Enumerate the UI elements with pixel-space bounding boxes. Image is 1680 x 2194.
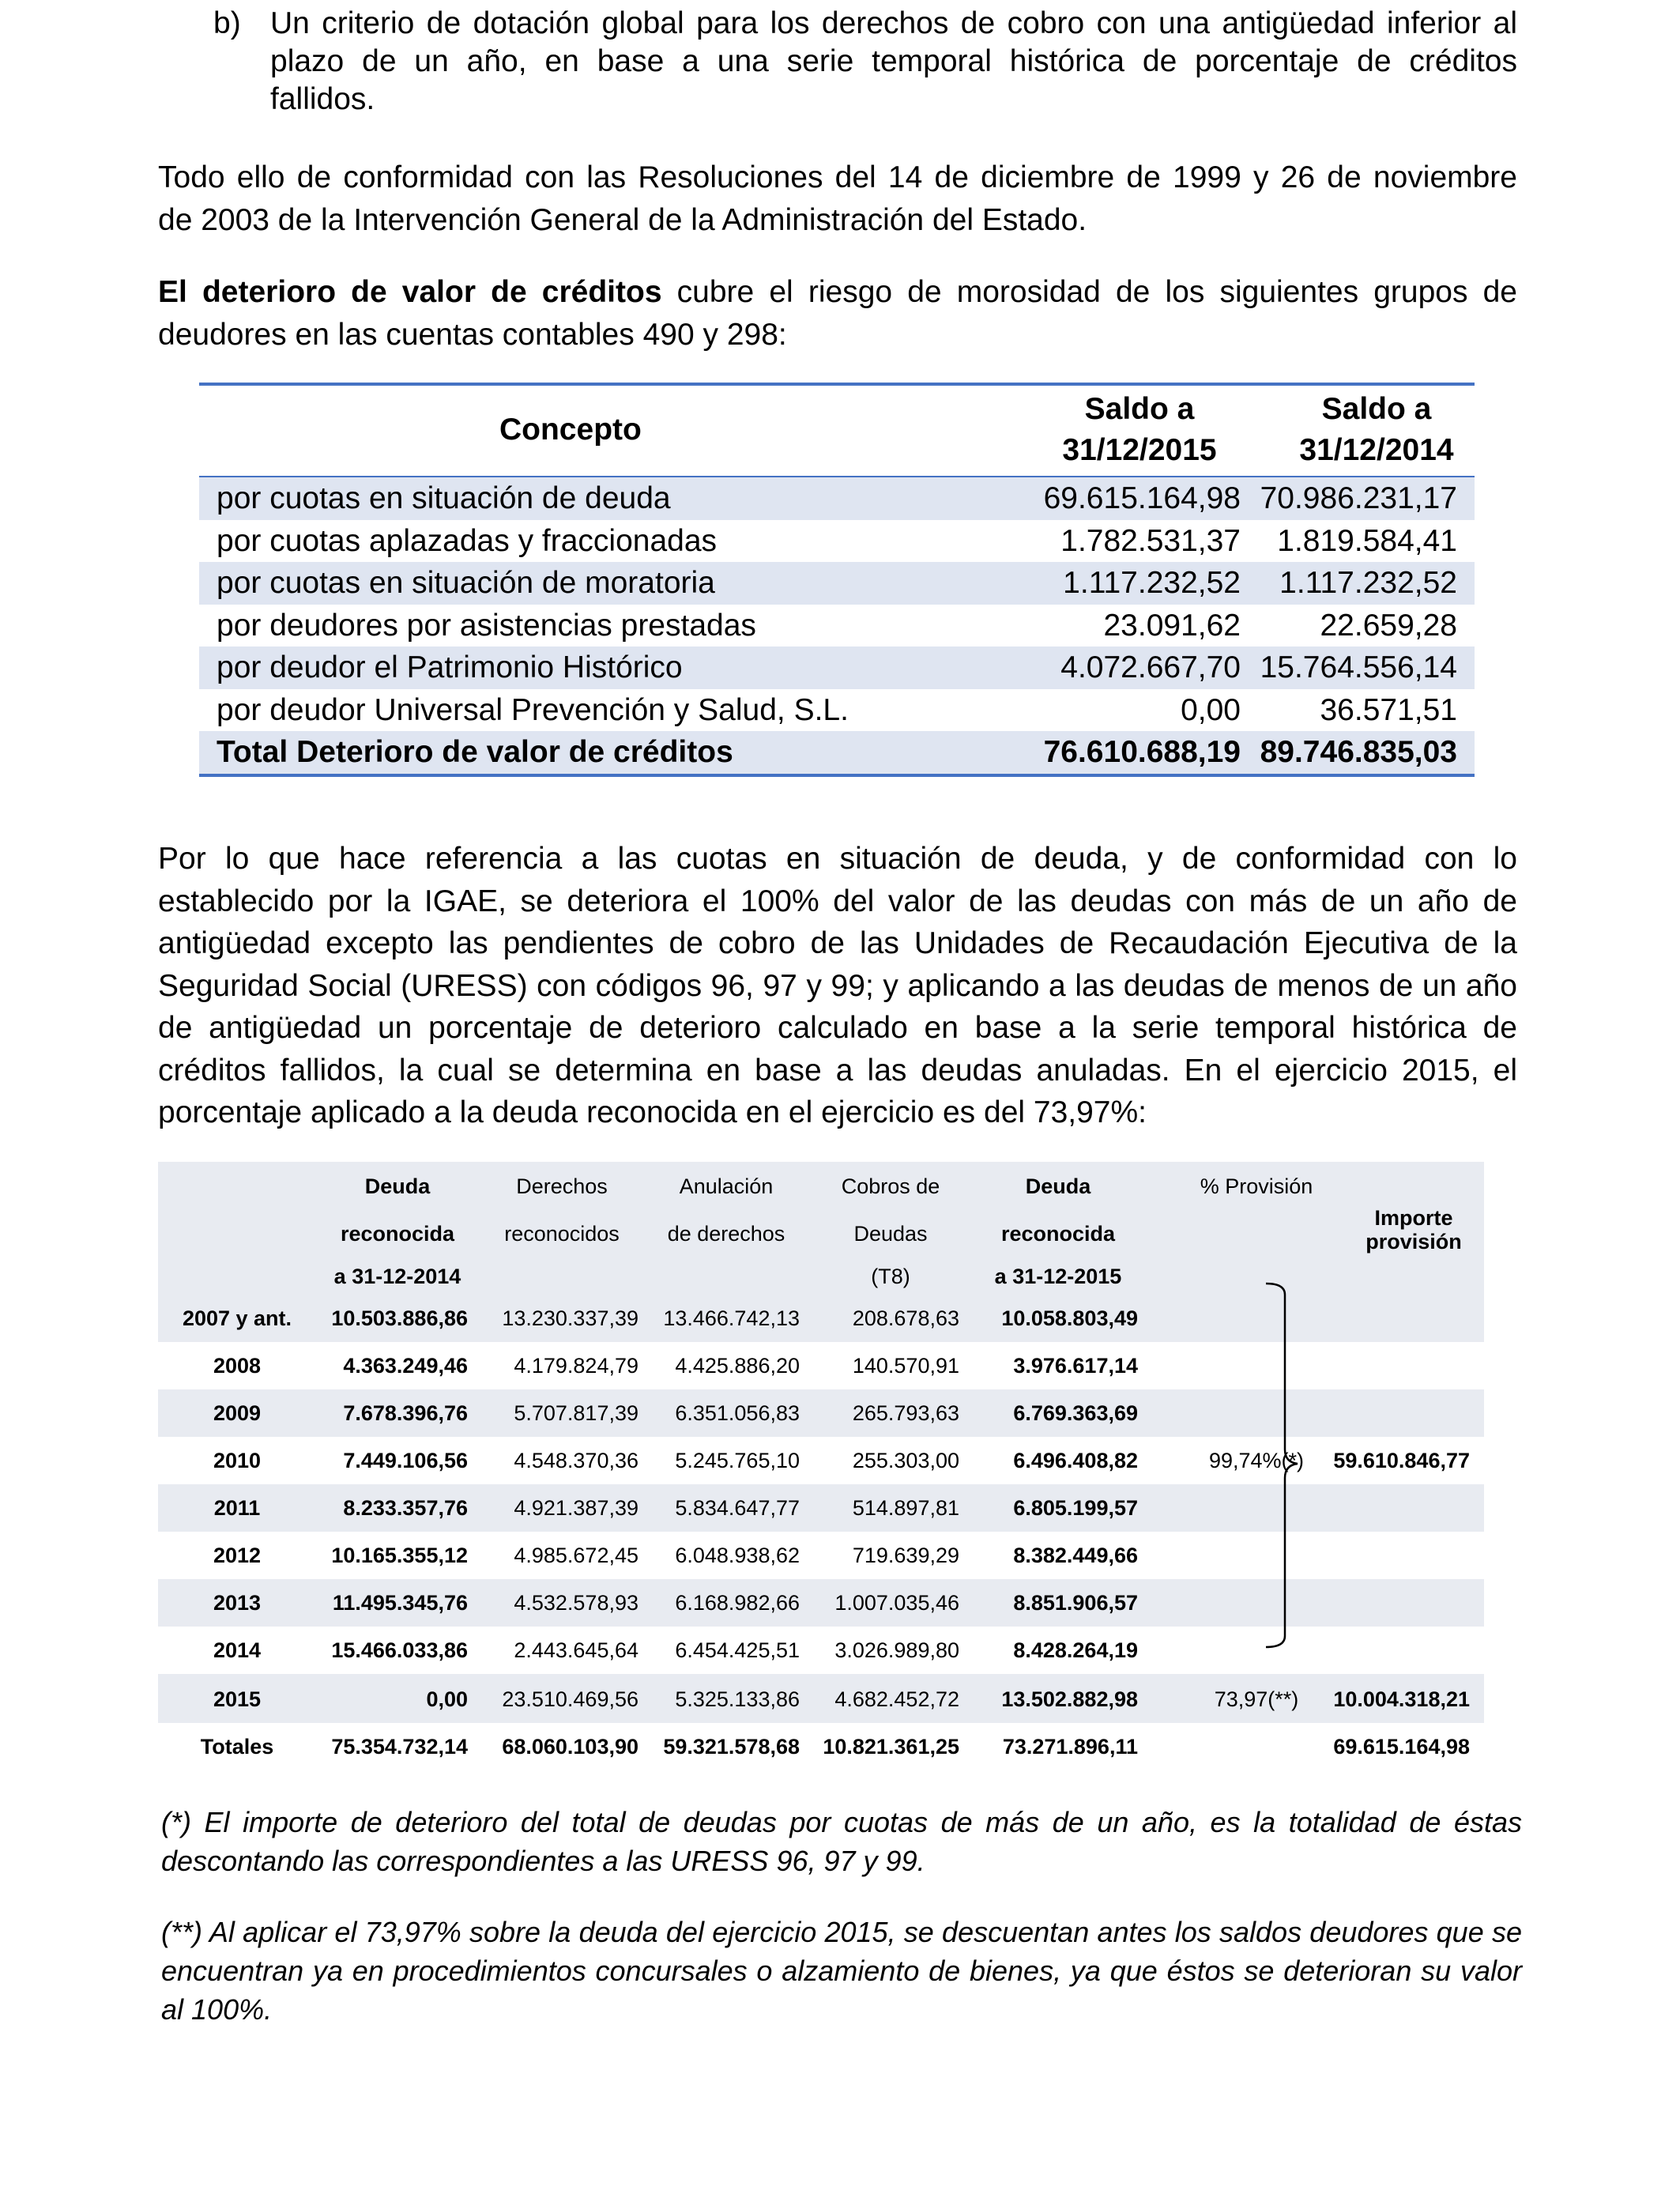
d15-cell: 6.769.363,69 [1013,1401,1138,1425]
header-line: reconocida [340,1222,455,1246]
header-derechos [480,1174,643,1246]
table-row [199,477,1475,520]
cob-cell: 719.639,29 [852,1544,959,1567]
der-cell: 4.179.824,79 [514,1354,638,1378]
value-2015: 4.072.667,70 [1060,650,1241,684]
footnote-2 [161,1913,1522,2029]
header-line: Importe [1374,1206,1453,1230]
text-line: Seguridad Social (URESS) con códigos 96, 97 y 99; y aplicando a las deudas de menos de un año [158,968,1517,1003]
table-row [199,689,1475,732]
der-cell: 4.548.370,36 [514,1449,638,1472]
der-cell: 5.707.817,39 [514,1401,638,1425]
anu-cell: 6.048.938,62 [675,1544,800,1567]
value-2014: 70.986.231,17 [1260,481,1457,515]
header-line: 31/12/2014 [1299,433,1454,467]
d14-cell: 11.495.345,76 [332,1591,468,1615]
d15-cell: 73.271.896,11 [1002,1735,1138,1759]
header-line: Cobros de [841,1174,940,1198]
provision-pct-cell: 73,97(**) [1214,1687,1299,1711]
der-cell: 4.921.387,39 [514,1496,638,1520]
text-line: plazo de un año, en base a una serie temporal histórica de porcentaje de créditos [270,44,1517,78]
text-line: establecido por la IGAE, se deteriora el 100% del valor de las deudas con más de un año de [158,884,1517,918]
total-label: Total Deterioro de valor de créditos [217,735,733,769]
paragraph-cuotas-deuda [158,838,1517,1134]
header-cobros [809,1174,972,1288]
header-line: de derechos [667,1222,785,1246]
anu-cell: 6.454.425,51 [675,1638,800,1662]
table-row [199,520,1475,563]
total-2015: 76.610.688,19 [1043,735,1241,769]
cob-cell: 140.570,91 [852,1354,959,1378]
total-row [199,731,1475,774]
text-line: créditos fallidos, la cual se determina en base a las deudas anuladas. En el ejercicio 2015, el [158,1053,1517,1088]
d15-cell: 3.976.617,14 [1013,1354,1138,1378]
year-cell: 2011 [213,1496,261,1520]
text-line: deudores en las cuentas contables 490 y 298: [158,317,787,352]
header-line: reconocida [1000,1222,1116,1246]
year-cell: 2009 [213,1401,262,1425]
anu-cell: 6.168.982,66 [675,1591,800,1615]
row-label: por cuotas aplazadas y fraccionadas [217,523,718,558]
text-line [158,271,1517,314]
header-line: Saldo a [1084,392,1195,426]
table-row [199,647,1475,689]
d14-cell: 7.449.106,56 [343,1449,468,1472]
cob-cell: 4.682.452,72 [834,1687,959,1711]
anu-cell: 6.351.056,83 [675,1401,800,1425]
table-row [199,605,1475,647]
header-line: (T8) [871,1265,910,1288]
text-line: Un criterio de dotación global para los derechos de cobro con una antigüedad inferior al [270,6,1517,40]
importe-cell: 10.004.318,21 [1333,1687,1470,1711]
d15-cell: 8.382.449,66 [1013,1544,1138,1567]
list-marker: b) [213,6,241,40]
header-line: provisión [1365,1230,1462,1253]
d14-cell: 10.165.355,12 [331,1544,468,1567]
header-provision: % Provisión [1200,1174,1313,1198]
text-line: al 100%. [161,1993,273,2026]
d14-cell: 15.466.033,86 [331,1638,468,1662]
d14-cell: 10.503.886,86 [331,1306,468,1330]
value-2015: 23.091,62 [1103,608,1241,643]
provision-pct-cell: 99,74%(*) [1208,1449,1305,1472]
text-line: Todo ello de conformidad con las Resoluciones del 14 de diciembre de 1999 y 26 de noviembre [158,160,1517,194]
text-line: antigüedad excepto las pendientes de cobro de las Unidades de Recaudación Ejecutiva de la [158,926,1517,960]
row-label: por deudor el Patrimonio Histórico [217,650,683,684]
bold-term: El deterioro de valor de créditos [158,275,662,309]
header-concepto: Concepto [499,413,642,447]
table-row [199,562,1475,605]
year-cell: 2015 [213,1687,262,1711]
anu-cell: 4.425.886,20 [675,1354,800,1378]
der-cell: 23.510.469,56 [502,1687,638,1711]
provision-table [158,1162,1484,1765]
der-cell: 68.060.103,90 [502,1735,638,1759]
paragraph-resoluciones [158,156,1517,241]
row-label: por cuotas en situación de moratoria [217,566,715,600]
value-2014: 22.659,28 [1320,608,1457,643]
year-cell: 2010 [213,1449,262,1472]
text-line: (*) El importe de deterioro del total de deudas por cuotas de más de un año, es la totalidad de éstas [161,1806,1522,1838]
anu-cell: 59.321.578,68 [663,1735,800,1759]
value-2014: 1.117.232,52 [1279,566,1457,600]
der-cell: 2.443.645,64 [514,1638,638,1662]
header-line: Deudas [853,1222,928,1246]
d15-cell: 6.496.408,82 [1013,1449,1138,1472]
cob-cell: 265.793,63 [852,1401,959,1425]
value-2014: 36.571,51 [1320,692,1457,727]
value-2015: 1.117.232,52 [1063,566,1241,600]
anu-cell: 13.466.742,13 [663,1306,800,1330]
value-2015: 0,00 [1181,692,1241,727]
paragraph-deterioro-intro [158,271,1517,356]
year-cell: 2014 [213,1638,262,1662]
d15-cell: 6.805.199,57 [1013,1496,1138,1520]
deterioro-table [199,383,1475,777]
list-item-b [270,5,1517,119]
totals-row [158,1723,1484,1770]
value-2014: 1.819.584,41 [1277,523,1457,558]
header-line: Saldo a [1321,392,1432,426]
value-2015: 69.615.164,98 [1043,481,1241,515]
header-deuda-2015 [977,1174,1139,1288]
cob-cell: 208.678,63 [852,1306,959,1330]
d14-cell: 0,00 [426,1687,468,1711]
cob-cell: 1.007.035,46 [834,1591,959,1615]
header-line: Derechos [516,1174,608,1198]
total-2014: 89.746.835,03 [1260,735,1457,769]
header-line: a 31-12-2015 [994,1265,1122,1288]
cob-cell: 10.821.361,25 [823,1735,959,1759]
text-line: Por lo que hace referencia a las cuotas en situación de deuda, y de conformidad con lo [158,842,1517,876]
importe-cell: 69.615.164,98 [1333,1735,1470,1759]
year-cell: 2008 [213,1354,262,1378]
cob-cell: 3.026.989,80 [834,1638,959,1662]
header-importe [1343,1206,1484,1253]
text-line: porcentaje aplicado a la deuda reconocida en el ejercicio es del 73,97%: [158,1095,1147,1129]
year-cell: 2012 [213,1544,262,1567]
der-cell: 13.230.337,39 [502,1306,638,1330]
table-header [199,386,1475,476]
d14-cell: 8.233.357,76 [343,1496,468,1520]
row-label: por cuotas en situación de deuda [217,481,671,515]
header-anulacion [645,1174,808,1246]
d15-cell: 13.502.882,98 [1001,1687,1138,1711]
bracket-icon [1264,1280,1304,1652]
header-line: reconocidos [504,1222,620,1246]
d14-cell: 75.354.732,14 [331,1735,468,1759]
header-line: 31/12/2015 [1062,433,1217,467]
year-cell: 2013 [213,1591,262,1615]
text-line: fallidos. [270,82,375,116]
table-row [158,1676,1484,1723]
year-cell: 2007 y ant. [182,1306,292,1330]
d15-cell: 10.058.803,49 [1001,1306,1138,1330]
header-line: Deuda [364,1174,431,1198]
text-line: encuentran ya en procedimientos concursales o alzamiento de bienes, ya que éstos se deterioran su valor [161,1955,1522,1987]
table-bottom-border [199,774,1475,777]
d15-cell: 8.851.906,57 [1013,1591,1138,1615]
header-saldo-2015 [1021,389,1258,471]
header-line: a 31-12-2014 [333,1265,461,1288]
header-line: Anulación [679,1174,774,1198]
cob-cell: 255.303,00 [852,1449,959,1472]
text-span: cubre el riesgo de morosidad de los siguientes grupos de [661,275,1517,309]
header-saldo-2014 [1258,389,1495,471]
header-line: Deuda [1025,1174,1091,1198]
row-label: por deudores por asistencias prestadas [217,608,756,643]
row-label: por deudor Universal Prevención y Salud, S.L. [217,692,849,727]
cob-cell: 514.897,81 [852,1496,959,1520]
text-line: (**) Al aplicar el 73,97% sobre la deuda del ejercicio 2015, se descuentan antes los saldos deudores que se [161,1916,1522,1948]
anu-cell: 5.834.647,77 [675,1496,800,1520]
anu-cell: 5.245.765,10 [675,1449,800,1472]
d15-cell: 8.428.264,19 [1013,1638,1138,1662]
d14-cell: 7.678.396,76 [343,1401,468,1425]
text-line: de 2003 de la Intervención General de la Administración del Estado. [158,202,1087,237]
header-deuda-2014 [316,1174,479,1288]
importe-cell: 59.610.846,77 [1333,1449,1470,1472]
text-line: descontando las correspondientes a las URESS 96, 97 y 99. [161,1845,925,1877]
year-cell: Totales [200,1735,274,1759]
d14-cell: 4.363.249,46 [343,1354,468,1378]
value-2014: 15.764.556,14 [1260,650,1457,684]
text-line: de antigüedad un porcentaje de deterioro calculado en base a la serie temporal histórica de [158,1011,1517,1045]
der-cell: 4.985.672,45 [514,1544,638,1567]
anu-cell: 5.325.133,86 [675,1687,800,1711]
der-cell: 4.532.578,93 [514,1591,638,1615]
footnote-1 [161,1803,1522,1880]
value-2015: 1.782.531,37 [1060,523,1241,558]
